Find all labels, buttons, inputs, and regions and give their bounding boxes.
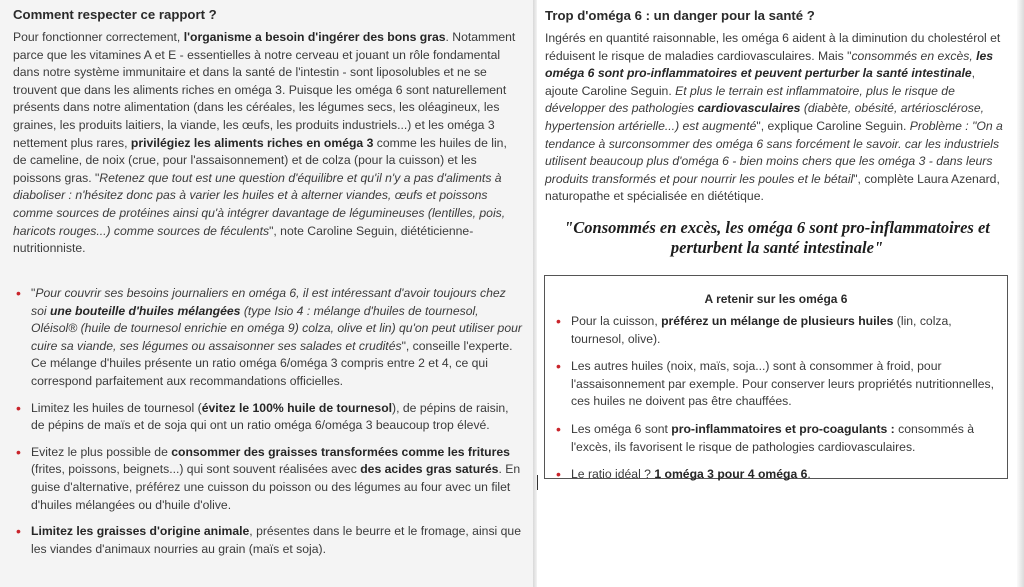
- text-run: ", conseille l'experte. Ce mélange d'huiles présente un ratio oméga 6/oméga 3 compris entre 2 et 4, ce qui correspond parfaitement aux recommandations officielles.: [31, 338, 513, 388]
- bullet-icon: •: [556, 420, 561, 437]
- advice-item: [13, 444, 523, 514]
- text-run: ", note Caroline Seguin, diététicienne-nutritionniste.: [13, 223, 474, 256]
- text-run: , présentes dans le beurre et le fromage, ainsi que les viandes d'animaux nourries au grain (maïs et soja).: [31, 524, 521, 556]
- pull-quote: "Consommés en excès, les oméga 6 sont pro-inflammatoires et perturbent la santé intestinale": [564, 218, 990, 257]
- advice-item: [13, 400, 523, 435]
- advice-item: [13, 523, 523, 558]
- bullet-icon: •: [556, 358, 561, 375]
- text-run: consommés à l'excès, ils favorisent le risque de pathologies cardiovasculaires.: [571, 421, 974, 454]
- text-run: . Notamment parce que les vitamines A et E - essentielles à notre cerveau et jouant un rôle fondamental dans notre système immunitaire et dans la santé de l'intestin - sont liposolubles et ne se trouvent que dans les aliments riches en oméga 3. Puisque les oméga 6 sont naturellement présents dans notre alimentation (dans les céréales, les légumes secs, les oléagineux, les graines, les produits laitiers, la viande, les œufs, les produits industriels...) et les oméga 3 nettement plus rares,: [13, 30, 516, 150]
- text-run: Limitez les graisses d'origine animale: [31, 524, 250, 539]
- text-run: Et plus le terrain est inflammatoire, plus le risque de développer des pathologies: [545, 83, 955, 116]
- summary-text: [571, 359, 994, 408]
- summary-item: [553, 421, 999, 456]
- section-heading-ratio: Comment respecter ce rapport ?: [13, 7, 217, 22]
- text-run: Problème : "On a tendance à surconsommer des oméga 6 sans forcément le savoir. car les industriels utilisent beaucoup plus d'oméga 6 - bien moins chers que les oméga 3 - dans leurs produits transformés et pour nourrir les poules et le bétail: [545, 118, 1003, 186]
- text-run: ": [31, 286, 36, 300]
- intro-paragraph: [13, 29, 520, 258]
- text-run: Pour fonctionner correctement,: [13, 30, 184, 44]
- bullet-icon: •: [16, 443, 21, 460]
- text-run: consommer des graisses transformées comme les fritures: [171, 444, 510, 459]
- text-run: . En guise d'alternative, préférez une cuisson du poisson ou des légumes au four avec un filet d'huiles mélangées ou d'huile d'olive.: [31, 462, 521, 512]
- advice-item: [13, 285, 523, 391]
- text-run: des acides gras saturés: [360, 462, 499, 477]
- text-run: consommés en excès,: [851, 48, 977, 63]
- text-run: évitez le 100% huile de tournesol: [201, 400, 393, 415]
- text-run: 1 oméga 3 pour 4 oméga 6: [654, 467, 808, 482]
- section-heading-danger: Trop d'oméga 6 : un danger pour la santé ?: [545, 8, 815, 23]
- text-run: Retenez que tout est une question d'équilibre et qu'il n'y a pas d'aliments à diaboliser : n'hésitez donc pas à varier les huiles et à alterner viandes, œufs et poissons comme sources de protéines ainsi qu'à intégrer davantage de légumineuses (lentilles, pois, haricots rouges...) comme sources de féculents: [13, 170, 506, 238]
- text-run: préférez un mélange de plusieurs huiles: [661, 314, 894, 328]
- text-run: ), de pépins de raisin, de pépins de maïs et de soja qui ont un ratio oméga 6/oméga 3 beaucoup trop élevé.: [31, 400, 509, 433]
- text-run: privilégiez les aliments riches en oméga 3: [130, 135, 374, 150]
- text-run: Limitez les huiles de tournesol (: [31, 400, 202, 415]
- text-run: comme les huiles de lin, de cameline, de noix (crue, pour l'assaisonnement) et de colza (pour la cuisson) et les poissons gras. ": [13, 135, 507, 185]
- summary-text: [571, 422, 974, 454]
- text-run: (lin, colza, tournesol, olive).: [571, 314, 952, 346]
- summary-item: [553, 466, 999, 484]
- text-run: , ajoute Caroline Seguin.: [545, 66, 976, 98]
- right-article-column: [537, 0, 1017, 587]
- text-run: pro-inflammatoires et pro-coagulants :: [671, 421, 895, 436]
- text-run: .: [807, 467, 811, 482]
- advice-text: [31, 524, 521, 556]
- text-cursor: [537, 475, 538, 490]
- advice-text: [31, 445, 520, 512]
- text-run: ", explique Caroline Seguin.: [756, 118, 910, 133]
- bullet-icon: •: [16, 285, 21, 301]
- bullet-icon: •: [556, 466, 561, 483]
- danger-paragraph: [545, 30, 1009, 206]
- summary-list: [553, 313, 999, 494]
- text-run: Pour la cuisson,: [571, 314, 662, 328]
- text-run: ", complète Laura Azenard, naturopathe et spécialisée en diététique.: [545, 171, 1000, 204]
- summary-text: [571, 314, 952, 346]
- text-run: Pour couvrir ses besoins journaliers en oméga 6, il est intéressant d'avoir toujours chez soi: [31, 286, 506, 318]
- text-run: Le ratio idéal ?: [571, 467, 655, 482]
- text-run: Evitez le plus possible de: [31, 444, 172, 459]
- text-run: (frites, poissons, beignets...) qui sont souvent réalisées avec: [31, 462, 361, 477]
- advice-text: [31, 286, 522, 388]
- advice-text: [31, 401, 509, 433]
- text-run: les oméga 6 sont pro-inflammatoires et peuvent perturber la santé intestinale: [545, 48, 994, 81]
- text-run: cardiovasculaires: [697, 101, 801, 116]
- summary-item: [553, 358, 999, 411]
- bullet-icon: •: [16, 523, 21, 540]
- text-run: (diabète, obésité, artériosclérose, hypertension artérielle...) est augmenté: [545, 101, 985, 133]
- bullet-icon: •: [16, 399, 21, 416]
- bullet-icon: •: [556, 313, 561, 329]
- summary-box: [544, 275, 1008, 483]
- text-run: Les oméga 6 sont: [571, 421, 672, 436]
- text-run: Ingérés en quantité raisonnable, les oméga 6 aident à la diminution du cholestérol et réduisent le risque de maladies cardiovasculaires. Mais ": [545, 31, 1001, 63]
- text-run: Les autres huiles (noix, maïs, soja...) sont à consommer à froid, pour l'assaisonnement par exemple. Pour conserver leurs propriétés nutritionnelles, ces huiles ne doivent pas être chauffées.: [571, 359, 995, 409]
- page-edge-shadow: [1017, 0, 1024, 587]
- summary-text: [571, 467, 811, 481]
- advice-list: [13, 285, 523, 567]
- text-run: une bouteille d'huiles mélangées: [49, 303, 241, 318]
- text-run: l'organisme a besoin d'ingérer des bons gras: [183, 30, 446, 44]
- summary-box-title: A retenir sur les oméga 6: [704, 292, 848, 306]
- summary-item: [553, 313, 999, 348]
- text-run: (type Isio 4 : mélange d'huiles de tournesol, Oléisol® (huile de tournesol enrichie en oméga 9) colza, olive et lin) qu'on peut utiliser pour cuire sa viande, ses légumes ou assaisonner ses salades et crudités: [31, 303, 522, 353]
